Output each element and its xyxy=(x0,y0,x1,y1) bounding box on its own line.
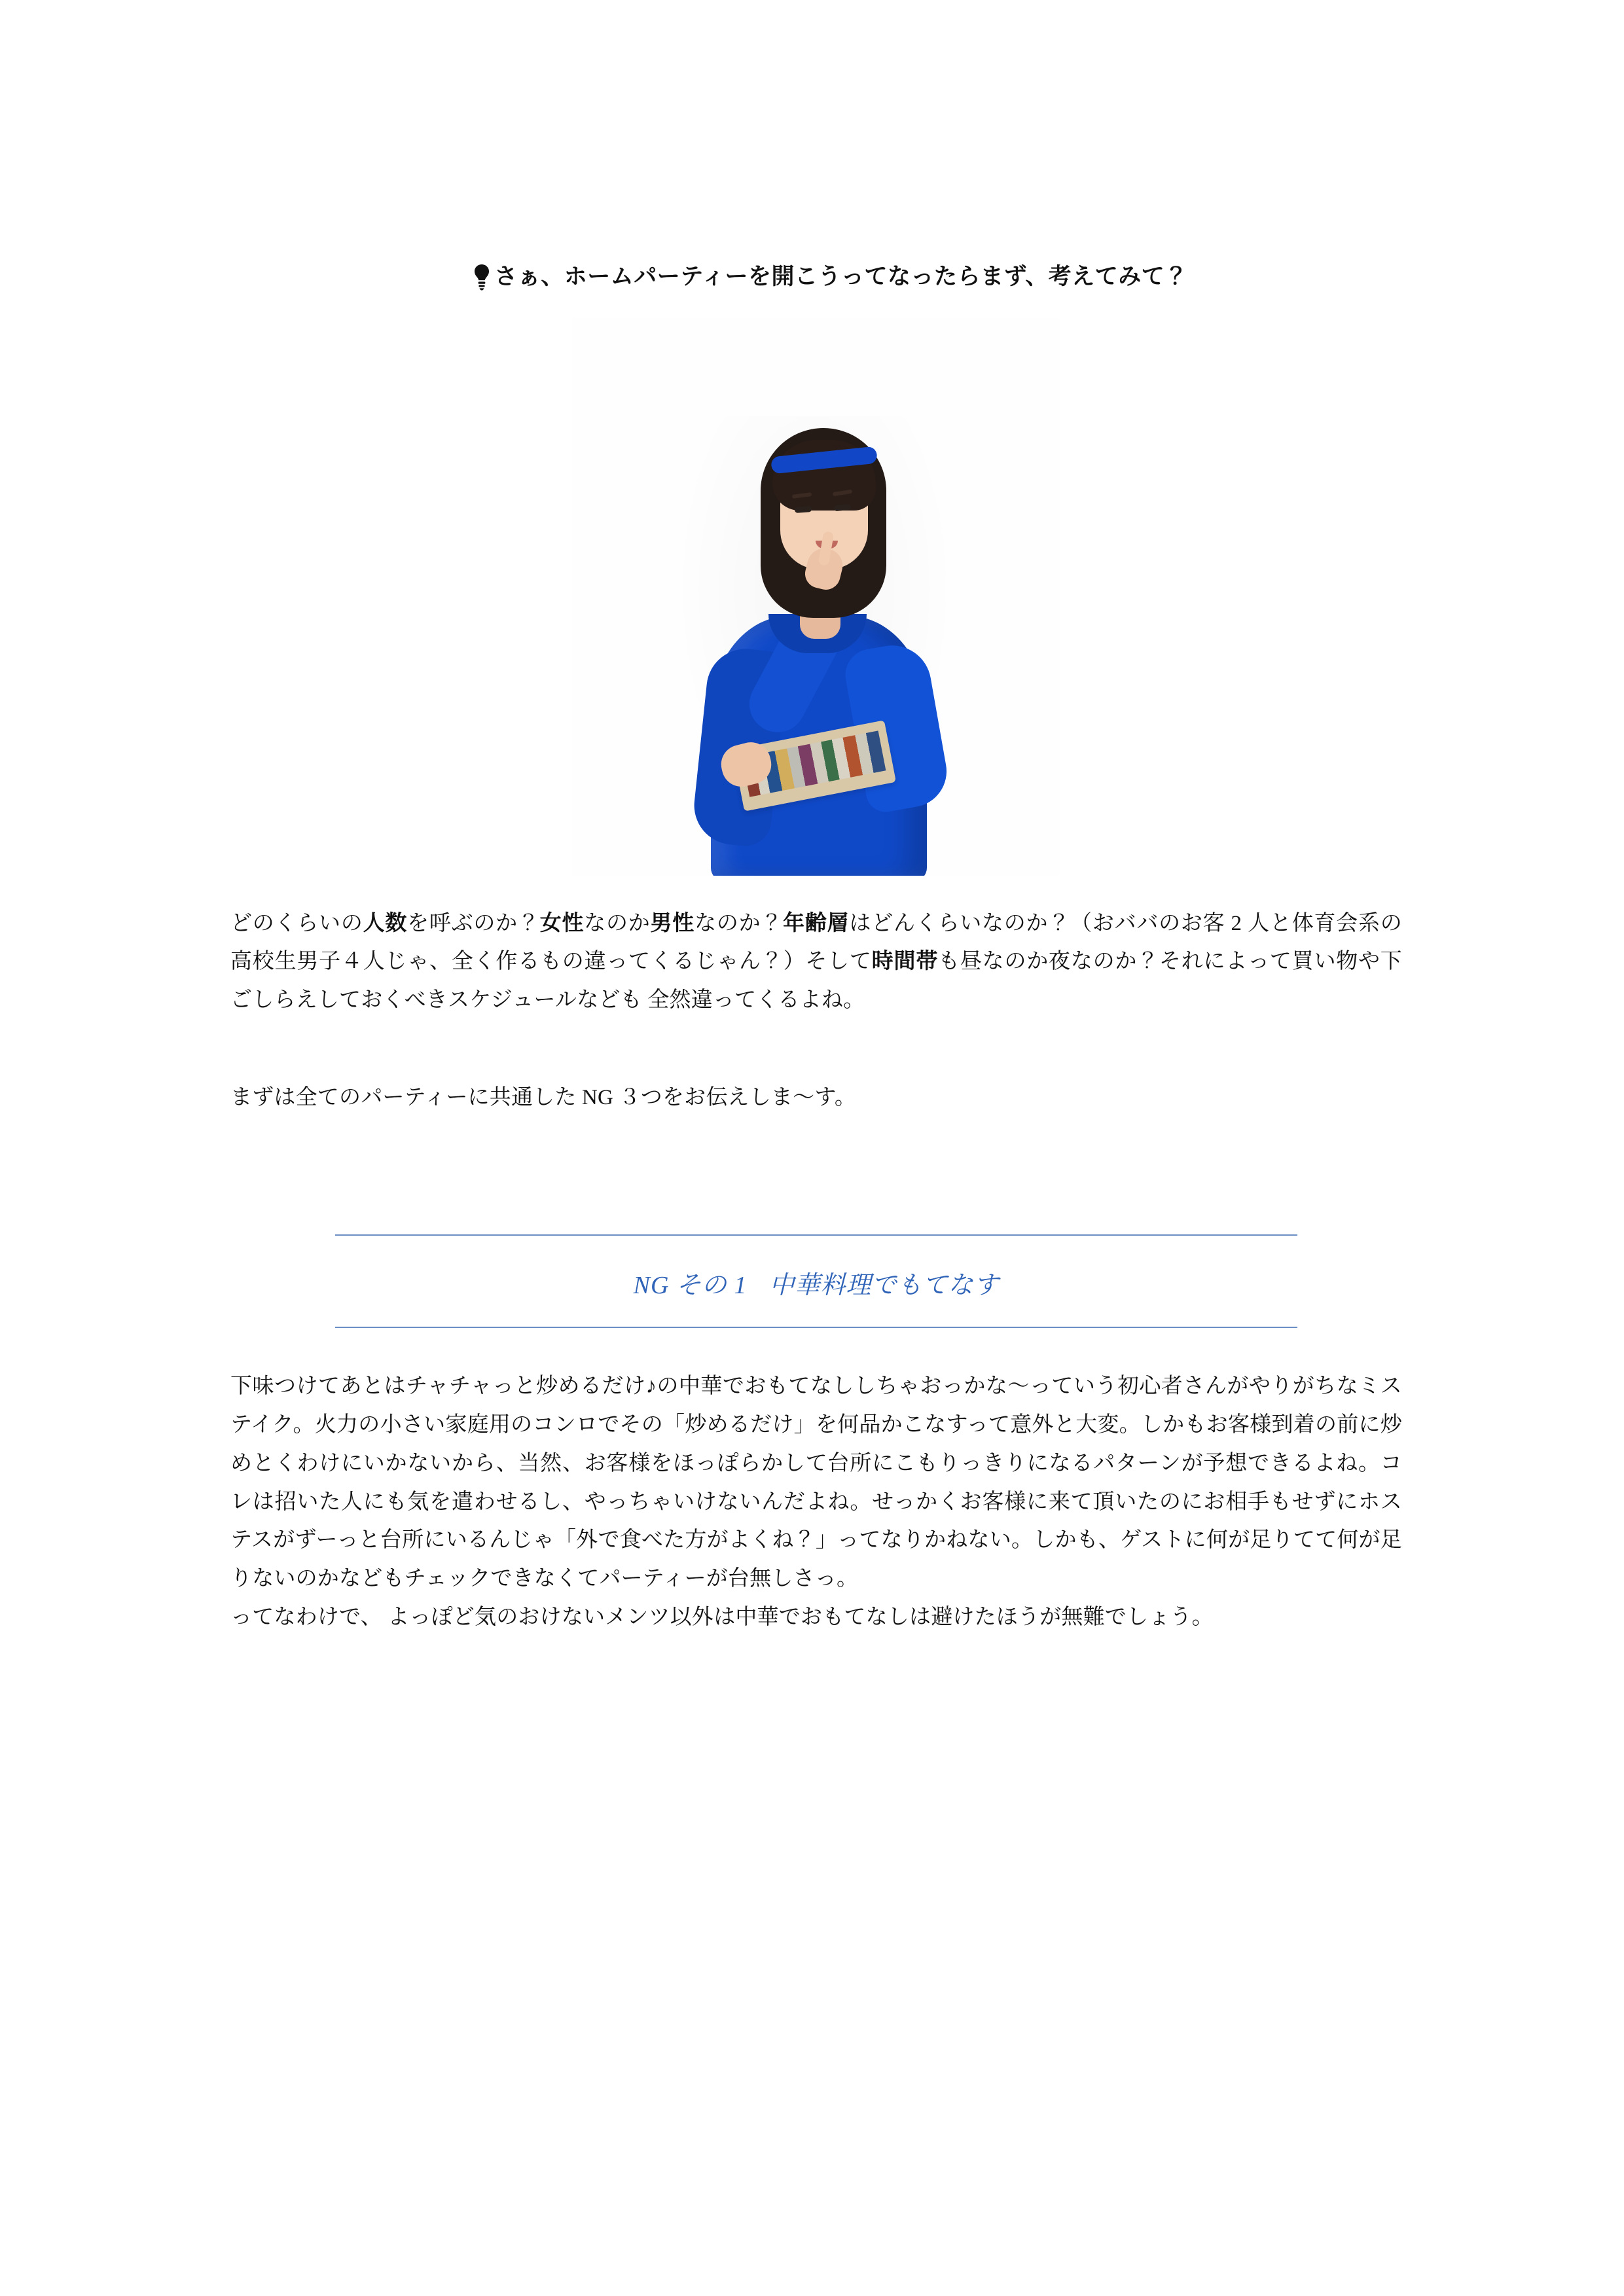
ng-rule-bottom xyxy=(335,1327,1297,1328)
paragraph-intro-ng: まずは全てのパーティーに共通した NG ３つをお伝えしま〜す。 xyxy=(230,1085,857,1109)
document-content xyxy=(230,262,1402,1637)
lightbulb-icon xyxy=(471,263,493,289)
ng-section-1 xyxy=(230,1234,1402,1328)
ng-label: NG その 1 xyxy=(633,1272,748,1300)
text-run: はどんくらいなのか？（おババのお客 2 人と体育会系の高校生男子４人じゃ、全く作るもの違ってくるじゃん？）そして xyxy=(230,911,1402,974)
bold-time-slot: 時間帯 xyxy=(871,950,939,974)
article-figure xyxy=(230,318,1402,876)
figure-eye-left xyxy=(795,506,812,513)
woman-thinking-photo xyxy=(572,318,1060,876)
paragraph-ng-body-2: ってなわけで、 よっぽど気のおけないメンツ以外は中華でおもてなしは避けたほうが無難でしょう。 xyxy=(230,1605,1214,1629)
text-run: を呼ぶのか？ xyxy=(407,911,540,935)
bold-male: 男性 xyxy=(650,911,695,935)
paragraph-considerations xyxy=(230,905,1402,1020)
text-run: なのか？ xyxy=(695,911,784,935)
lead-heading-text: さぁ、ホームパーティーを開こうってなったらまず、考えてみて？ xyxy=(494,264,1188,289)
text-run: なのか xyxy=(584,911,651,935)
ng-section-title xyxy=(335,1236,1297,1327)
ng-title-text: 中華料理でもてなす xyxy=(769,1272,1000,1300)
lead-heading xyxy=(257,262,1402,292)
bold-female: 女性 xyxy=(539,911,585,935)
text-run: どのくらいの xyxy=(230,911,363,935)
bold-people-count: 人数 xyxy=(363,911,408,935)
paragraph-ng-body-1: 下味つけてあとはチャチャっと炒めるだけ♪の中華でおもてなししちゃおっかな〜っていう初心者さんがやりがちなミステイク。火力の小さい家庭用のコンロでその「炒めるだけ」を何品かこなすって意外と大変。しかもお客様到着の前に炒めとくわけにいかないから、当然、お客様をほっぽらかして台所にこもりっきりになるパターンが予想できるよね。コレは招いた人にも気を遣わせるし、やっちゃいけないんだよね。せっかくお客様に来て頂いたのにお相手もせずにホステスがずーっと台所にいるんじゃ「外で食べた方がよくね？」ってなりかねない。しかも、ゲストに何が足りてて何が足りないのかなどもチェックできなくてパーティーが台無しさっ。 xyxy=(230,1374,1402,1591)
text-run: も昼なのか夜なのか？それによって買い物や下ごしらえしておくべきスケジュールなども 全然違ってくるよね。 xyxy=(230,950,1402,1012)
bold-age-group: 年齢層 xyxy=(783,911,850,935)
